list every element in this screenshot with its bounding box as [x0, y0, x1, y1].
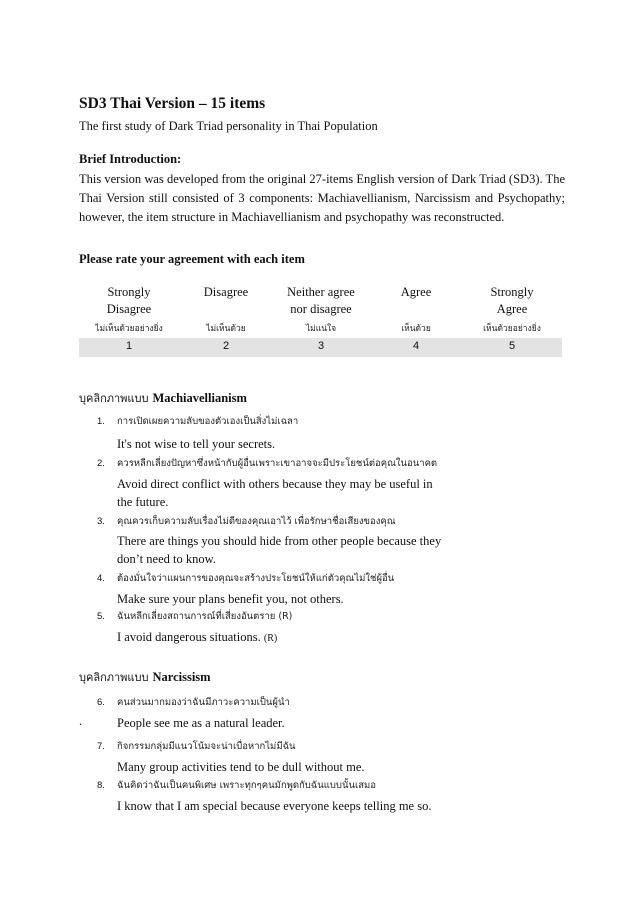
scale-label-en: Strongly: [107, 285, 151, 299]
item-text-th: การเปิดเผยความลับของตัวเองเป็นสิ่งไม่เฉลา: [117, 416, 299, 427]
item-text-th: ต้องมั่นใจว่าแผนการของคุณจะสร้างประโยชน์ให้แก่ตัวคุณไม่ใช่ผู้อื่น: [117, 573, 395, 584]
scale-number: 4: [412, 340, 420, 352]
rating-instruction: Please rate your agreement with each item: [79, 252, 305, 266]
scale-label-th: ไม่แน่ใจ: [305, 324, 337, 334]
scale-number: 1: [125, 340, 133, 352]
section-heading-th: บุคลิกภาพแบบ: [79, 671, 149, 684]
scale-number: 3: [317, 340, 325, 352]
scale-number: 2: [222, 340, 230, 352]
item-number: 4.: [97, 573, 105, 584]
item-text-en: Make sure your plans benefit you, not others.: [117, 592, 344, 606]
item-text-th: คนส่วนมากมองว่าฉันมีภาวะความเป็นผู้นำ: [117, 697, 290, 708]
scale-label-th: เห็นด้วย: [401, 324, 431, 334]
scale-label-en: Neither agree: [287, 285, 355, 299]
document-title: SD3 Thai Version – 15 items: [79, 95, 266, 112]
item-text-en: There are things you should hide from other people because they don’t need to know.: [117, 534, 442, 566]
item-number: 3.: [97, 516, 105, 527]
item-number: 6.: [97, 697, 105, 708]
scale-label-en: Agree: [400, 285, 432, 299]
section-heading-machiavellianism: [79, 389, 247, 407]
scale-label-en: Strongly: [490, 285, 534, 299]
item-text-th: คุณควรเก็บความลับเรื่องไม่ดีของคุณเอาไว้ เพื่อรักษาชื่อเสียงของคุณ: [117, 516, 396, 527]
item-number: 5.: [97, 611, 105, 622]
scale-number-bar: [79, 338, 562, 357]
section-heading-th: บุคลิกภาพแบบ: [79, 392, 149, 405]
item-text-en: I know that I am special because everyone keeps telling me so.: [117, 799, 432, 813]
item-text-en: It's not wise to tell your secrets.: [117, 437, 276, 451]
item-number: 2.: [97, 458, 105, 469]
section-heading-en: Narcissism: [152, 670, 211, 684]
item-text-th: ฉันคิดว่าฉันเป็นคนพิเศษ เพราะทุกๆคนมักพูดกับฉันแบบนั้นเสมอ: [117, 780, 376, 791]
scale-label-en: Agree: [496, 302, 528, 316]
item-text-th: กิจกรรมกลุ่มมีแนวโน้มจะน่าเบื่อหากไม่มีฉัน: [117, 741, 296, 752]
reverse-scored-marker: (R): [263, 633, 278, 644]
item-text-th: ฉันหลีกเลี่ยงสถานการณ์ที่เสี่ยงอันตราย (R): [117, 611, 293, 622]
item-text-th: ควรหลีกเลี่ยงปัญหาซึ่งหน้ากับผู้อื่นเพราะเขาอาจจะมีประโยชน์ต่อคุณในอนาคต: [117, 458, 438, 469]
scale-number: 5: [508, 340, 516, 352]
scale-option-1: [79, 284, 179, 318]
item-text-en: Avoid direct conflict with others because they may be useful in the future.: [117, 477, 433, 509]
scale-label-th: ไม่เห็นด้วยอย่างยิ่ง: [95, 324, 163, 334]
item-text-en-main: I avoid dangerous situations.: [117, 630, 261, 644]
scale-option-4: [366, 284, 466, 301]
scale-label-th: ไม่เห็นด้วย: [206, 324, 246, 334]
intro-body: This version was developed from the original 27-items English version of Dark Triad (SD3). The Thai Version still consisted of 3 components: Machiavellianism, Narcissism and Psychopathy; however, the item structure in Machiavellianism and psychopathy was reconstructed.: [79, 172, 565, 224]
scale-label-en: Disagree: [106, 302, 152, 316]
item-number: 8.: [97, 780, 105, 791]
intro-heading: Brief Introduction:: [79, 152, 182, 166]
item-number: 7.: [97, 741, 105, 752]
item-text-en: Many group activities tend to be dull without me.: [117, 760, 365, 774]
document-subtitle: The first study of Dark Triad personality in Thai Population: [79, 119, 378, 133]
scale-label-en: Disagree: [203, 285, 249, 299]
item-text-en: People see me as a natural leader.: [117, 716, 285, 730]
scale-option-2: [176, 284, 276, 301]
item-number: 1.: [97, 416, 105, 427]
scale-option-3: [271, 284, 371, 318]
scale-label-en: nor disagree: [290, 302, 352, 316]
scale-option-5: [462, 284, 562, 318]
stray-dot: .: [79, 714, 83, 728]
scale-label-th: เห็นด้วยอย่างยิ่ง: [483, 324, 541, 334]
section-heading-narcissism: [79, 668, 211, 686]
section-heading-en: Machiavellianism: [152, 391, 247, 405]
item-text-en: [117, 628, 517, 648]
